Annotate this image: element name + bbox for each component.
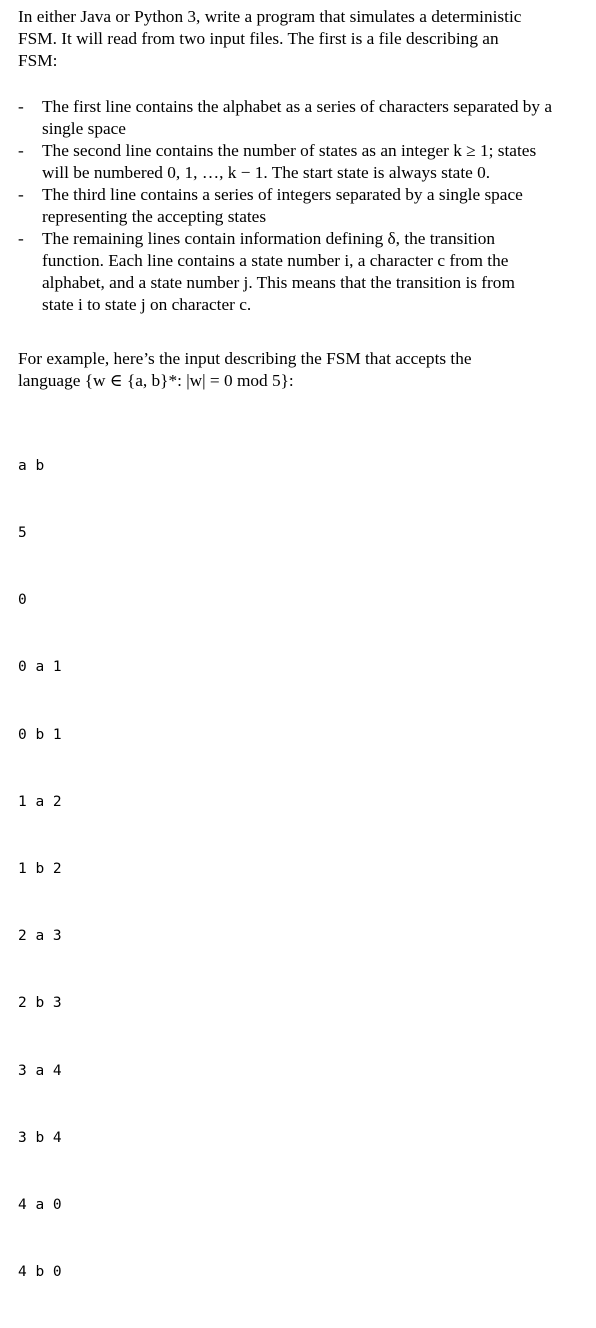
bullet-line: representing the accepting states xyxy=(42,207,267,226)
document-body xyxy=(18,6,592,1328)
code-line: 3 a 4 xyxy=(18,1062,62,1079)
code-line: a b xyxy=(18,457,45,474)
bullet-line: The third line contains a series of integers separated by a single space xyxy=(42,185,523,204)
code-line: 0 a 1 xyxy=(18,659,62,676)
bullet-alphabet xyxy=(18,96,592,140)
fsm-format-list xyxy=(18,96,592,316)
code-line: 4 b 0 xyxy=(18,1264,62,1281)
code-line: 3 b 4 xyxy=(18,1129,62,1146)
bullet-line: The remaining lines contain information defining δ, the transition xyxy=(42,229,496,248)
bullet-transitions xyxy=(18,228,592,316)
bullet-line: will be numbered 0, 1, …, k − 1. The start state is always state 0. xyxy=(42,163,491,182)
bullet-dash: - xyxy=(18,97,24,116)
intro-line-2: FSM. It will read from two input files. The first is a file describing an xyxy=(18,29,499,48)
bullet-line: The first line contains the alphabet as a series of characters separated by a xyxy=(42,97,553,116)
code-line: 1 b 2 xyxy=(18,861,62,878)
intro-paragraph xyxy=(18,6,566,72)
example-line-1: For example, here’s the input describing the FSM that accepts the xyxy=(18,349,472,368)
bullet-state-count xyxy=(18,140,592,184)
code-line: 2 b 3 xyxy=(18,995,62,1012)
intro-line-1: In either Java or Python 3, write a program that simulates a deterministic xyxy=(18,7,522,26)
bullet-line: single space xyxy=(42,119,126,138)
code-line: 1 a 2 xyxy=(18,793,62,810)
example-paragraph xyxy=(18,348,592,392)
intro-line-3: FSM: xyxy=(18,51,58,70)
example-line-2: language {w ∈ {a, b}*: |w| = 0 mod 5}: xyxy=(18,371,294,390)
bullet-accepting-states xyxy=(18,184,592,228)
code-line: 0 b 1 xyxy=(18,726,62,743)
code-line: 0 xyxy=(18,592,27,609)
bullet-dash: - xyxy=(18,185,24,204)
code-line: 4 a 0 xyxy=(18,1197,62,1214)
fsm-input-code-block xyxy=(18,410,592,1328)
bullet-dash: - xyxy=(18,141,24,160)
code-line: 2 a 3 xyxy=(18,928,62,945)
code-line: 5 xyxy=(18,525,27,542)
bullet-line: The second line contains the number of states as an integer k ≥ 1; states xyxy=(42,141,537,160)
bullet-line: function. Each line contains a state number i, a character c from the xyxy=(42,251,509,270)
bullet-dash: - xyxy=(18,229,24,248)
bullet-line: alphabet, and a state number j. This means that the transition is from xyxy=(42,273,515,292)
bullet-line: state i to state j on character c. xyxy=(42,295,252,314)
